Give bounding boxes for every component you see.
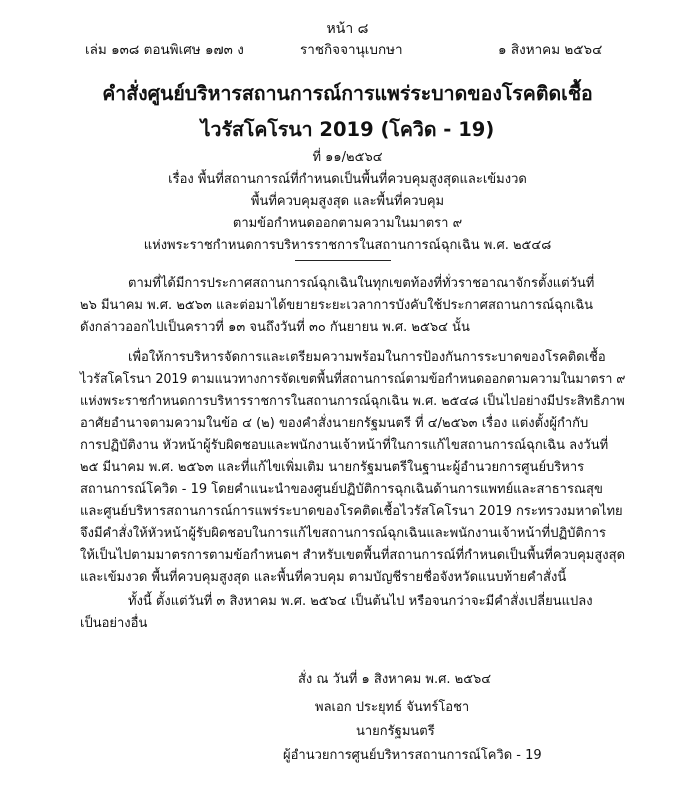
signer-name: พลเอก ประยุทธ์ จันทร์โอชา	[315, 700, 470, 715]
subject-line-3: ตามข้อกำหนดออกตามความในมาตรา ๙	[232, 216, 463, 231]
document-title-line-2: ไวรัสโคโรนา 2019 (โควิด - 19)	[200, 118, 495, 141]
paragraph-line: สถานการณ์โควิด - 19 โดยคำแนะนำของศูนย์ปฏิบัติการฉุกเฉินด้านการแพทย์และสาธารณสุข	[80, 482, 603, 497]
paragraph-line: เพื่อให้การบริหารจัดการและเตรียมความพร้อมในการป้องกันการระบาดของโรคติดเชื้อ	[128, 350, 606, 365]
paragraph-line: การปฏิบัติงาน หัวหน้าผู้รับผิดชอบและพนักงานเจ้าหน้าที่ในการแก้ไขสถานการณ์ฉุกเฉิน ลงวันที่	[80, 438, 609, 453]
page-number: หน้า ๘	[326, 21, 369, 37]
signer-position: นายกรัฐมนตรี	[356, 724, 435, 739]
paragraph-line: ๒๖ มีนาคม พ.ศ. ๒๕๖๓ และต่อมาได้ขยายระยะเวลาการบังคับใช้ประกาศสถานการณ์ฉุกเฉิน	[80, 298, 594, 313]
paragraph-line: ๒๕ มีนาคม พ.ศ. ๒๕๖๓ และที่แก้ไขเพิ่มเติม นายกรัฐมนตรีในฐานะผู้อำนวยการศูนย์บริหาร	[80, 460, 585, 475]
paragraph-line: แห่งพระราชกำหนดการบริหารราชการในสถานการณ์ฉุกเฉิน พ.ศ. ๒๕๔๘ เป็นไปอย่างมีประสิทธิภาพ	[80, 394, 625, 409]
signer-position-2: ผู้อำนวยการศูนย์บริหารสถานการณ์โควิด - 19	[283, 748, 542, 763]
paragraph-line: ให้เป็นไปตามมาตรการตามข้อกำหนดฯ สำหรับเขตพื้นที่สถานการณ์ที่กำหนดเป็นพื้นที่ควบคุมสูงสุด	[80, 548, 626, 563]
paragraph-line: อาศัยอำนาจตามความในข้อ ๔ (๒) ของคำสั่งนายกรัฐมนตรี ที่ ๔/๒๕๖๓ เรื่อง แต่งตั้งผู้กำกับ	[80, 416, 589, 431]
paragraph-line: ตามที่ได้มีการประกาศสถานการณ์ฉุกเฉินในทุกเขตท้องที่ทั่วราชอาณาจักรตั้งแต่วันที่	[128, 276, 595, 291]
subject-line-4: แห่งพระราชกำหนดการบริหารราชการในสถานการณ์ฉุกเฉิน พ.ศ. ๒๕๔๘	[143, 238, 552, 253]
paragraph-line: และเข้มงวด พื้นที่ควบคุมสูงสุด และพื้นที่ควบคุม ตามบัญชีรายชื่อจังหวัดแนบท้ายคำสั่งนี้	[80, 570, 567, 585]
divider	[295, 260, 391, 261]
gazette-name: ราชกิจจานุเบกษา	[300, 42, 403, 58]
subject-line-2: พื้นที่ควบคุมสูงสุด และพื้นที่ควบคุม	[250, 194, 445, 209]
paragraph-line: ไวรัสโคโรนา 2019 ตามแนวทางการจัดเขตพื้นที่สถานการณ์ตามข้อกำหนดออกตามความในมาตรา ๙	[80, 372, 626, 387]
paragraph-line: และศูนย์บริหารสถานการณ์การแพร่ระบาดของโรคติดเชื้อไวรัสโคโรนา 2019 กระทรวงมหาดไทย	[80, 504, 623, 519]
paragraph-line: เป็นอย่างอื่น	[80, 616, 148, 631]
paragraph-line: ทั้งนี้ ตั้งแต่วันที่ ๓ สิงหาคม พ.ศ. ๒๕๖๔ เป็นต้นไป หรือจนกว่าจะมีคำสั่งเปลี่ยนแปลง	[128, 594, 593, 609]
publish-date: ๑ สิงหาคม ๒๕๖๔	[498, 42, 603, 58]
volume-info: เล่ม ๑๓๘ ตอนพิเศษ ๑๗๓ ง	[85, 42, 244, 58]
order-date: สั่ง ณ วันที่ ๑ สิงหาคม พ.ศ. ๒๕๖๔	[298, 672, 492, 687]
paragraph-line: ดังกล่าวออกไปเป็นคราวที่ ๑๓ จนถึงวันที่ ๓๐ กันยายน พ.ศ. ๒๕๖๔ นั้น	[80, 320, 470, 335]
document-title-line-1: คำสั่งศูนย์บริหารสถานการณ์การแพร่ระบาดของโรคติดเชื้อ	[102, 82, 593, 105]
paragraph-line: จึงมีคำสั่งให้หัวหน้าผู้รับผิดชอบในการแก้ไขสถานการณ์ฉุกเฉินและพนักงานเจ้าหน้าที่ปฏิบัติการ	[80, 526, 607, 541]
order-number: ที่ ๑๑/๒๕๖๔	[312, 150, 383, 165]
subject-line-1: เรื่อง พื้นที่สถานการณ์ที่กำหนดเป็นพื้นที่ควบคุมสูงสุดและเข้มงวด	[168, 172, 527, 187]
